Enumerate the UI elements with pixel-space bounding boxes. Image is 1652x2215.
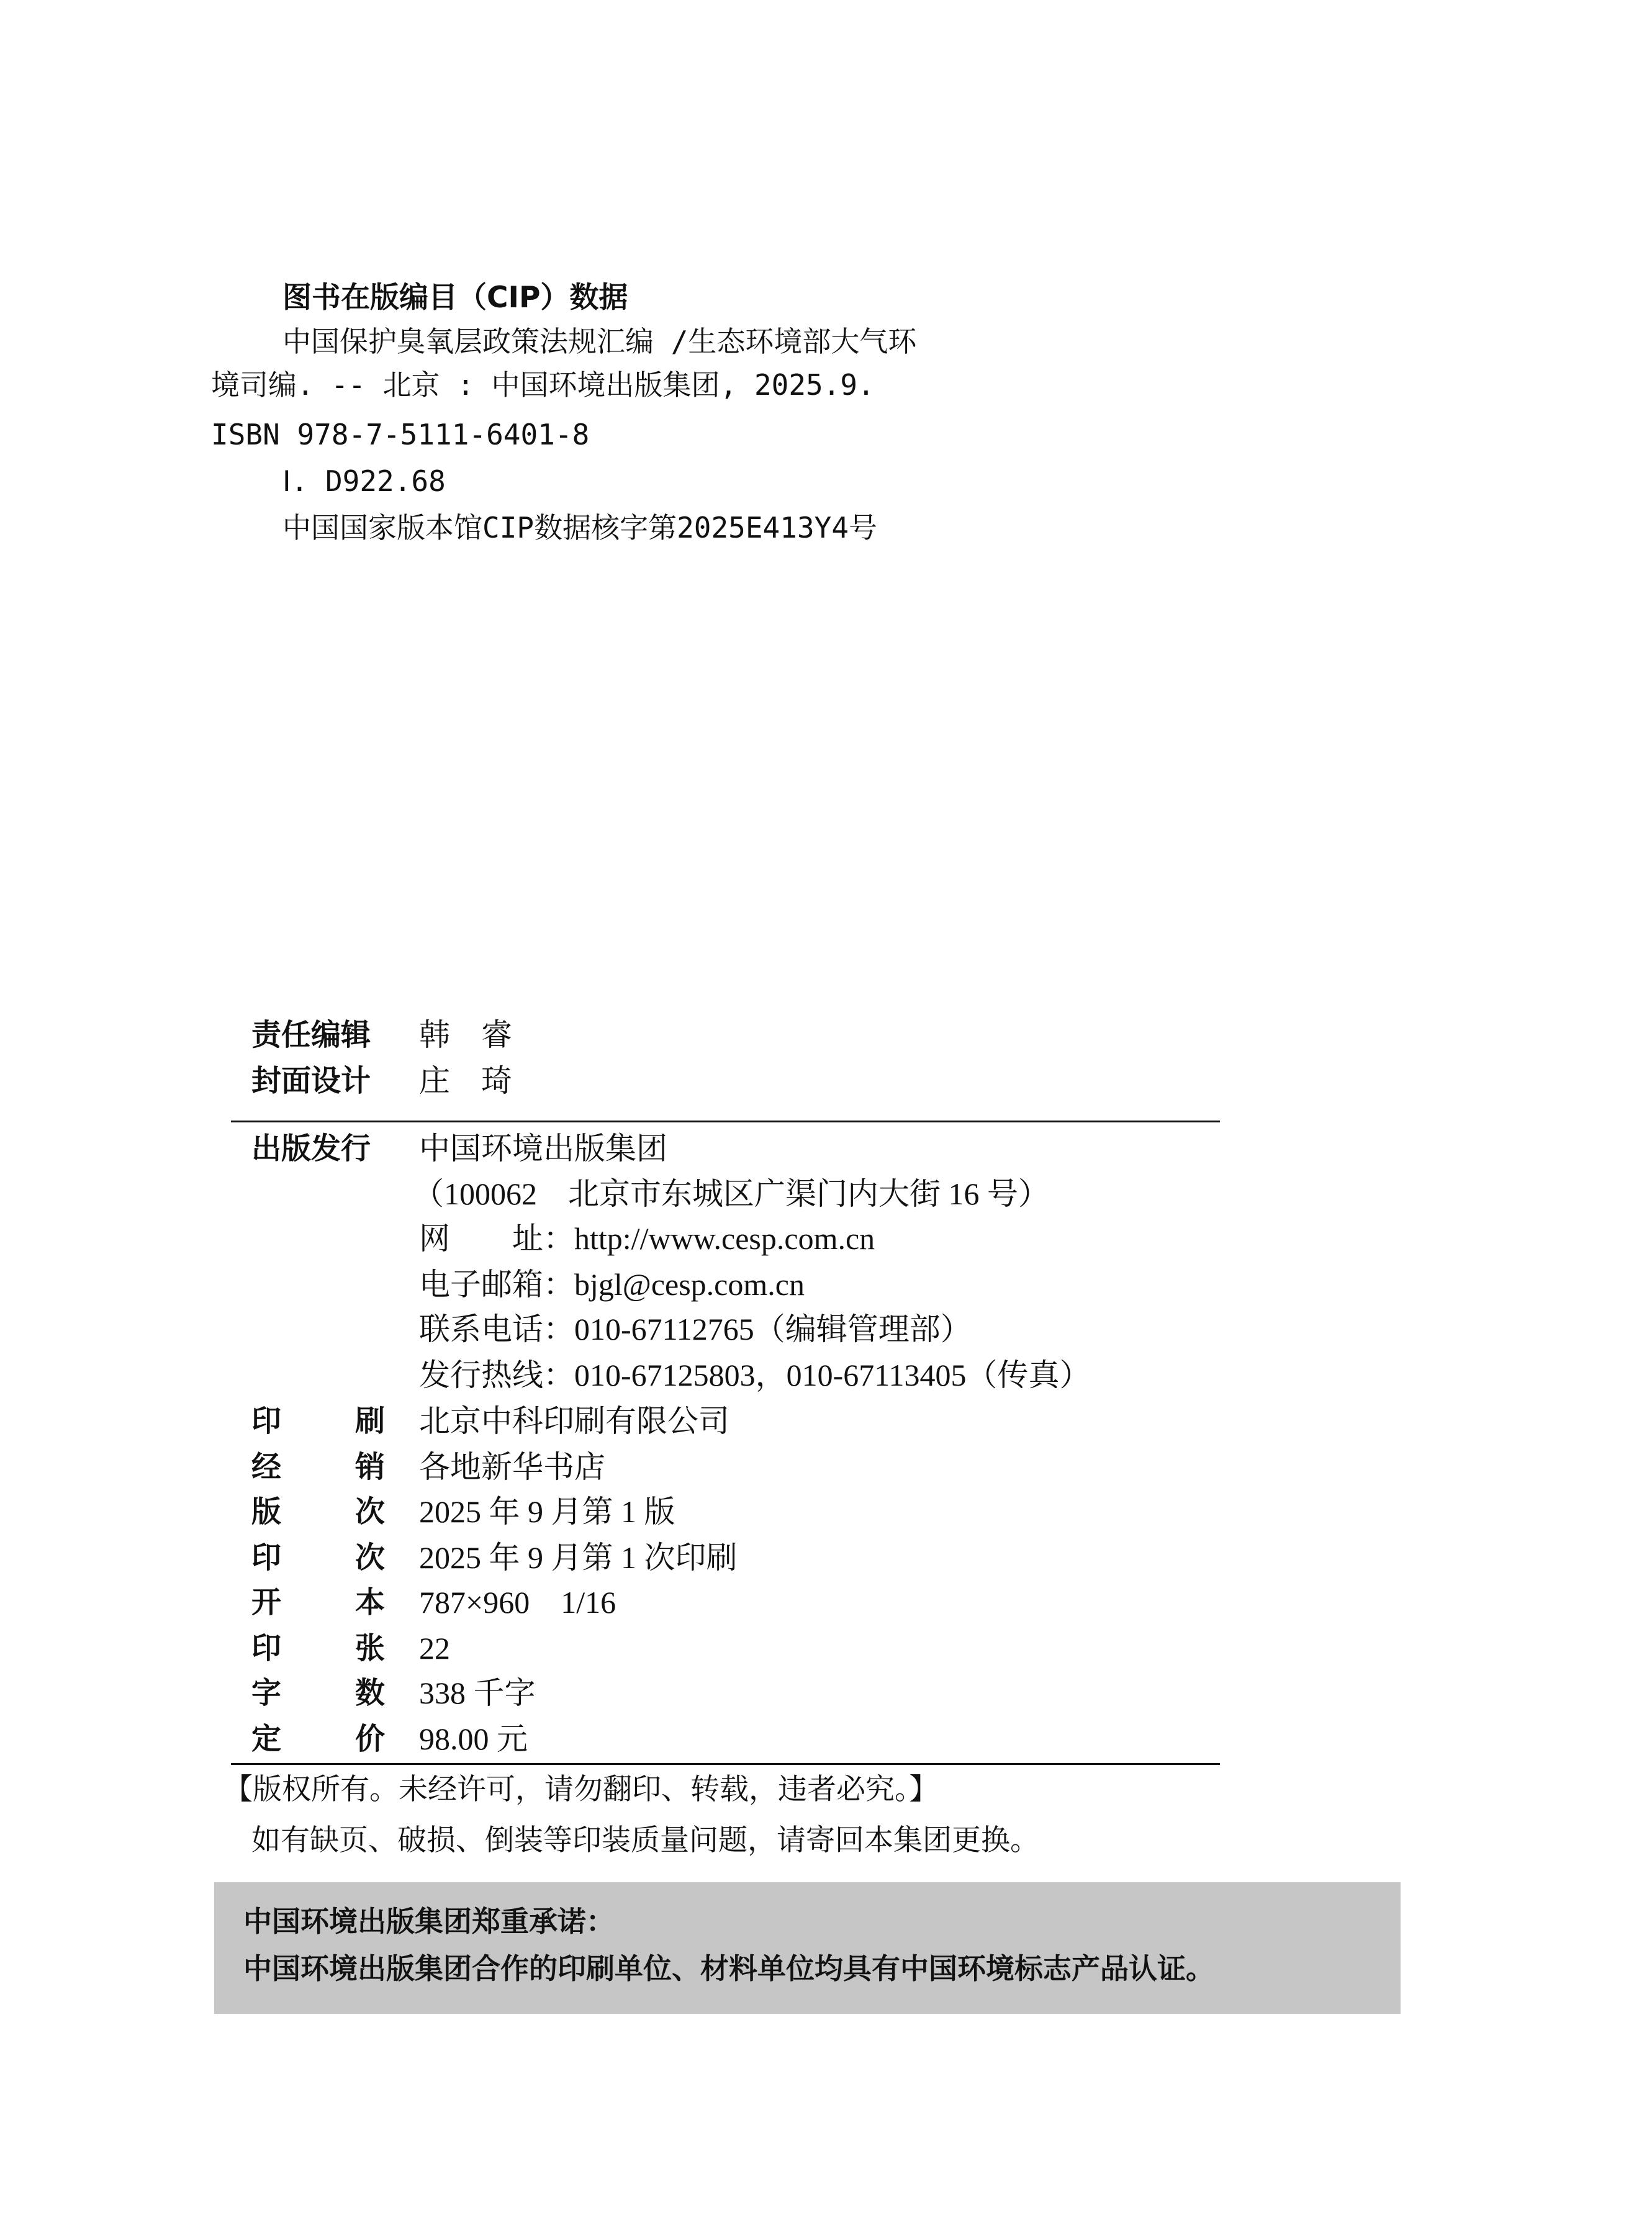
publisher-email: 电子邮箱：bjgl@cesp.com.cn [419, 1267, 805, 1302]
copyright-notice: 【版权所有。未经许可，请勿翻印、转载，违者必究。】 [223, 1772, 939, 1807]
spec-label: 经 销 [251, 1450, 385, 1484]
divider-bottom [231, 1763, 1220, 1765]
spec-label: 开 本 [251, 1585, 385, 1620]
publisher-hotline: 发行热线：010-67125803，010-67113405（传真） [419, 1358, 1091, 1392]
spec-value-printer: 北京中科印刷有限公司 [419, 1404, 729, 1438]
cip-heading: 图书在版编目（CIP）数据 [282, 281, 628, 315]
spec-value-printing: 2025 年 9 月第 1 次印刷 [419, 1540, 738, 1575]
spec-value-format: 787×960 1/16 [419, 1585, 616, 1620]
spec-value-sheets: 22 [419, 1631, 450, 1666]
publisher-label: 出版发行 [251, 1131, 371, 1166]
spec-label: 定 价 [251, 1721, 385, 1756]
publisher-value: 中国环境出版集团 [419, 1131, 667, 1166]
promise-text: 中国环境出版集团合作的印刷单位、材料单位均具有中国环境标志产品认证。 [243, 1952, 1214, 1985]
publisher-website: 网 址：http://www.cesp.com.cn [419, 1221, 875, 1256]
spec-value-edition: 2025 年 9 月第 1 版 [419, 1494, 675, 1529]
cover-design-value: 庄 琦 [419, 1063, 512, 1098]
spec-label: 字 数 [251, 1676, 385, 1710]
cip-record-number-line: 中国国家版本馆CIP数据核字第2025E413Y4号 [282, 511, 878, 544]
spec-label: 版 次 [251, 1494, 385, 1529]
spec-value-price: 98.00 元 [419, 1721, 528, 1756]
defects-notice: 如有缺页、破损、倒装等印装质量问题，请寄回本集团更换。 [251, 1823, 1039, 1857]
cip-classification-line: Ⅰ. D922.68 [282, 464, 446, 498]
spec-label: 印 张 [251, 1631, 385, 1666]
spec-label: 印 刷 [251, 1404, 385, 1438]
publisher-address: （100062 北京市东城区广渠门内大街 16 号） [413, 1176, 1049, 1211]
spec-value-word-count: 338 千字 [419, 1676, 536, 1710]
cip-title-line: 中国保护臭氧层政策法规汇编 /生态环境部大气环 [282, 325, 917, 358]
promise-box [214, 1882, 1401, 2014]
cip-isbn-line: ISBN 978-7-5111-6401-8 [211, 418, 590, 451]
cover-design-label: 封面设计 [251, 1063, 371, 1098]
spec-value-distributor: 各地新华书店 [419, 1450, 605, 1484]
editor-label: 责任编辑 [251, 1017, 371, 1052]
cip-publisher-line: 境司编. -- 北京 : 中国环境出版集团, 2025.9. [211, 368, 875, 402]
editor-value: 韩 睿 [419, 1017, 512, 1052]
promise-title: 中国环境出版集团郑重承诺： [243, 1905, 615, 1938]
publisher-phone: 联系电话：010-67112765（编辑管理部） [419, 1312, 972, 1347]
divider-top [231, 1121, 1220, 1122]
spec-label: 印 次 [251, 1540, 385, 1575]
